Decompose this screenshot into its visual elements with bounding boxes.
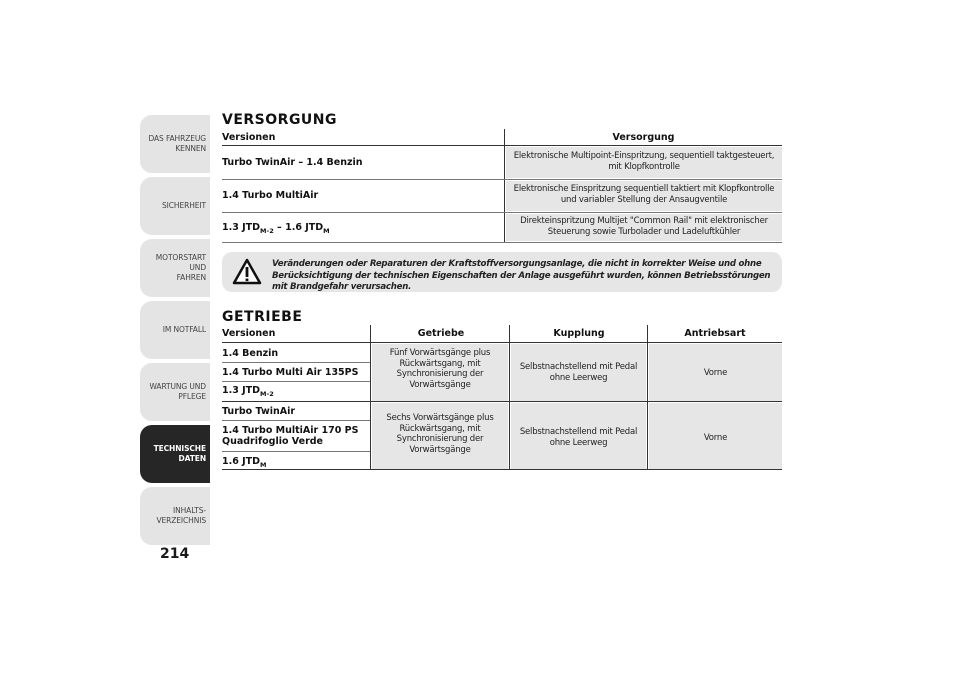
warning-triangle-icon <box>232 258 262 285</box>
table-rule <box>222 381 370 382</box>
table-rule <box>222 342 782 343</box>
version-label: Turbo TwinAir <box>222 406 296 417</box>
tab-wartung-und-pflege[interactable]: WARTUNG UND PFLEGE <box>140 363 210 421</box>
versorgung-text: Direkteinspritzung Multijet "Common Rail" mit elektronischer Steuerung sowie Turbolader und Ladeluftkühler <box>520 216 768 237</box>
col-header-versionen: Versionen <box>222 132 276 143</box>
version-label: Turbo TwinAir – 1.4 Benzin <box>222 157 363 168</box>
version-label: 1.3 $JTD_{M-2} - 1.6$ $JTD_M$ <box>222 222 330 235</box>
kupplung-text: Selbstnachstellend mit Pedal ohne Leerweg <box>519 427 638 448</box>
table-rule <box>222 451 370 452</box>
page-number: 214 <box>160 546 190 562</box>
version-label: 1.3 $JTD_{M-2}$ <box>222 385 274 398</box>
table-rule <box>222 242 782 243</box>
section-title-versorgung: VERSORGUNG <box>222 112 338 128</box>
table-rule <box>222 401 782 402</box>
versorgung-text: Elektronische Multipoint-Einspritzung, sequentiell taktgesteuert, mit Klopfkontrolle <box>513 151 775 172</box>
column-divider <box>647 325 648 470</box>
table-rule <box>222 469 782 470</box>
table-rule <box>222 420 370 421</box>
col-header-versorgung: Versorgung <box>612 132 675 143</box>
table-rule <box>222 212 782 213</box>
getriebe-text: Fünf Vorwärtsgänge plus Rückwärtsgang, mit Synchronisierung der Vorwärtsgänge <box>389 348 491 390</box>
antriebsart-text: Vorne <box>703 433 728 443</box>
table-rule <box>222 179 782 180</box>
table-rule <box>222 145 782 146</box>
version-label: 1.4 Benzin <box>222 348 279 359</box>
tab-sicherheit[interactable]: SICHERHEIT <box>140 177 210 235</box>
section-title-getriebe: GETRIEBE <box>222 309 303 325</box>
antriebsart-text: Vorne <box>703 368 728 378</box>
tab-motorstart-und-fahren[interactable]: MOTORSTART UND FAHREN <box>140 239 210 297</box>
kupplung-text: Selbstnachstellend mit Pedal ohne Leerweg <box>519 362 638 383</box>
col-header-kupplung: Kupplung <box>553 328 605 339</box>
column-divider <box>370 325 371 470</box>
col-header-versionen: Versionen <box>222 328 276 339</box>
tab-im-notfall[interactable]: IM NOTFALL <box>140 301 210 359</box>
version-label: 1.4 Turbo MultiAir 170 PS Quadrifoglio Verde <box>222 425 359 447</box>
tab-technische-daten[interactable]: TECHNISCHE DATEN <box>140 425 210 483</box>
tab-das-fahrzeug-kennen[interactable]: DAS FAHRZEUG KENNEN <box>140 115 210 173</box>
col-header-antriebsart: Antriebsart <box>684 328 746 339</box>
col-header-getriebe: Getriebe <box>417 328 465 339</box>
versorgung-text: Elektronische Einspritzung sequentiell taktiert mit Klopfkontrolle und variabler Stellung der Ansaugventile <box>513 184 775 205</box>
warning-text: Veränderungen oder Reparaturen der Kraftstoffversorgungsanlage, die nicht in korrekter Weise und ohne Berücksichtigung der technischen Eigenschaften der Anlage ausgeführt wurden, können Betriebsstörungen mit Brandgefahr verursachen. <box>272 259 771 292</box>
getriebe-text: Sechs Vorwärtsgänge plus Rückwärtsgang, mit Synchronisierung der Vorwärtsgänge <box>386 413 494 455</box>
tab-inhaltsverzeichnis[interactable]: INHALTS- VERZEICHNIS <box>140 487 210 545</box>
table-rule <box>222 362 370 363</box>
version-label: 1.4 Turbo MultiAir <box>222 190 319 201</box>
column-divider <box>509 325 510 470</box>
version-label: 1.6 $JTD_M$ <box>222 456 267 469</box>
version-label: 1.4 Turbo Multi Air 135PS <box>222 367 359 378</box>
